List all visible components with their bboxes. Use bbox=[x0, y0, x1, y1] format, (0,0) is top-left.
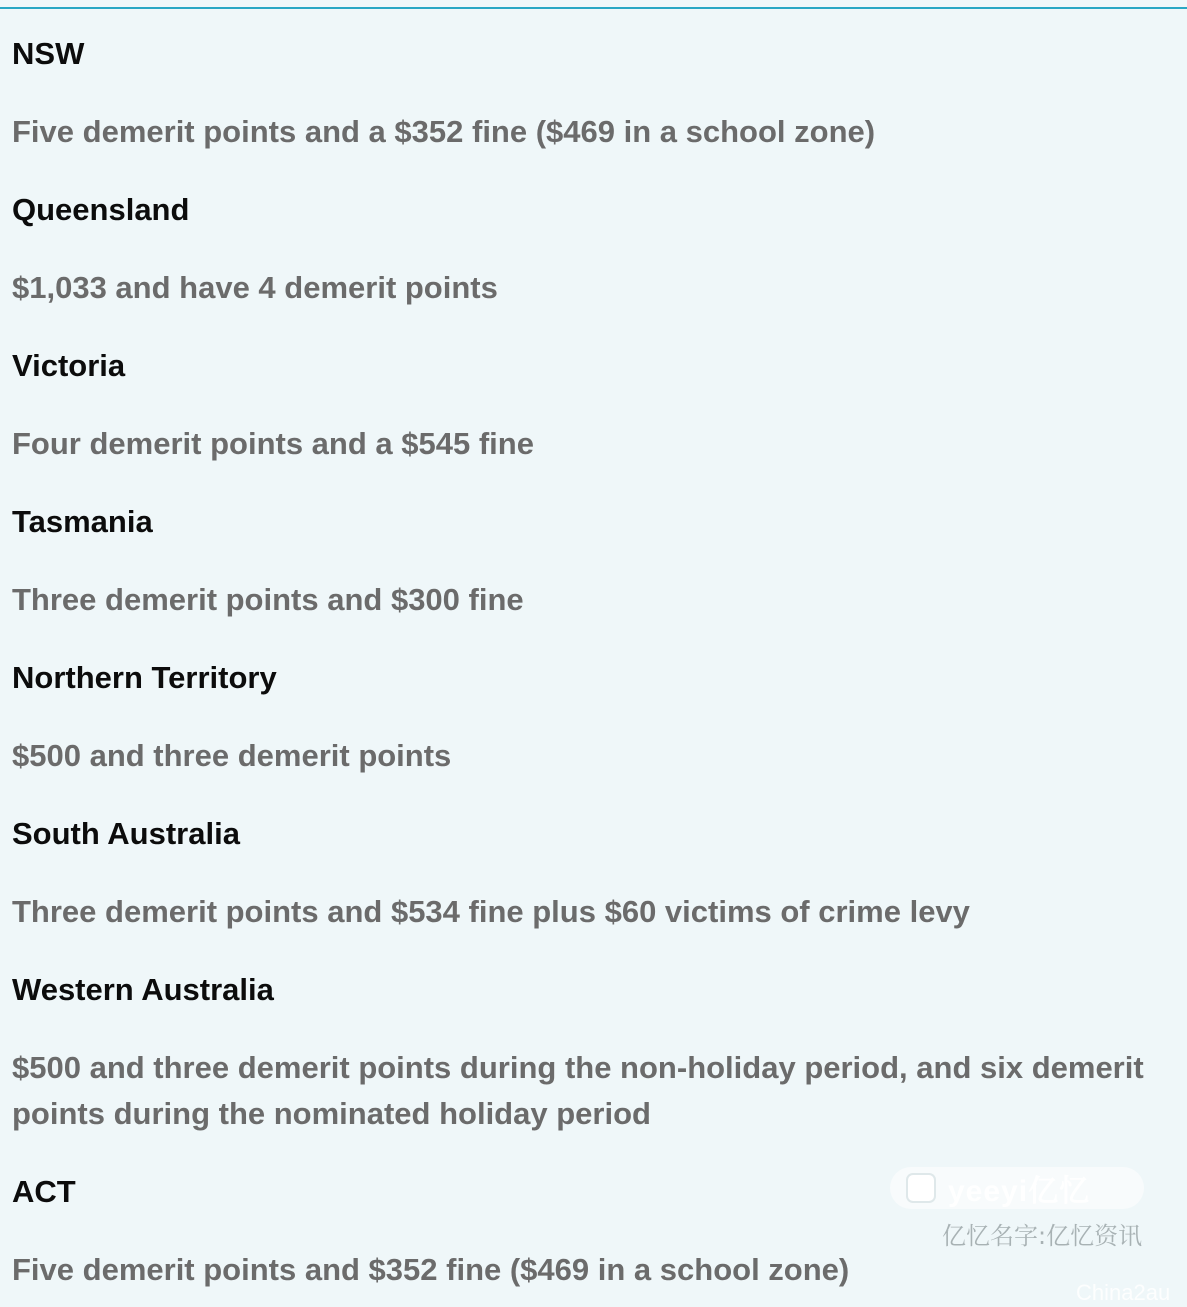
watermark-logo-icon bbox=[906, 1173, 936, 1203]
penalty-text-western-australia: $500 and three demerit points during the non-holiday period, and six demerit points during the nominated holiday period bbox=[12, 1050, 1144, 1131]
top-divider bbox=[0, 7, 1187, 9]
watermark-brand: yeeyi亿忆 bbox=[948, 1175, 1091, 1208]
penalty-text-south-australia: Three demerit points and $534 fine plus $60 victims of crime levy bbox=[12, 894, 970, 929]
watermark-caption: 亿忆名字:亿忆资讯 bbox=[942, 1222, 1143, 1250]
state-heading-western-australia: Western Australia bbox=[12, 972, 274, 1007]
state-heading-queensland: Queensland bbox=[12, 192, 190, 227]
state-heading-south-australia: South Australia bbox=[12, 816, 240, 851]
penalty-text-nsw: Five demerit points and a $352 fine ($469 in a school zone) bbox=[12, 114, 876, 149]
penalty-text-act: Five demerit points and $352 fine ($469 in a school zone) bbox=[12, 1252, 850, 1287]
penalty-text-tasmania: Three demerit points and $300 fine bbox=[12, 582, 524, 617]
penalty-text-queensland: $1,033 and have 4 demerit points bbox=[12, 270, 498, 305]
state-heading-victoria: Victoria bbox=[12, 348, 126, 383]
watermark-badge bbox=[890, 1167, 1144, 1209]
penalty-text-northern-territory: $500 and three demerit points bbox=[12, 738, 452, 773]
watermark-corner-text: Chinа2au bbox=[1076, 1280, 1171, 1305]
state-heading-nsw: NSW bbox=[12, 36, 85, 71]
penalty-text-victoria: Four demerit points and a $545 fine bbox=[12, 426, 534, 461]
state-heading-tasmania: Tasmania bbox=[12, 504, 153, 539]
state-heading-act: ACT bbox=[12, 1174, 76, 1209]
state-heading-northern-territory: Northern Territory bbox=[12, 660, 277, 695]
